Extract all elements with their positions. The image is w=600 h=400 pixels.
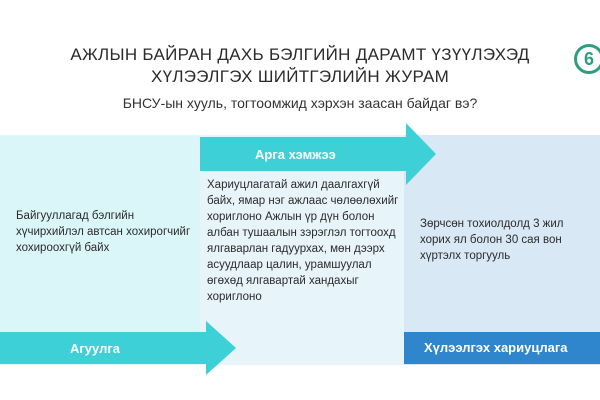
- title-line-1: АЖЛЫН БАЙРАН ДАХЬ БЭЛГИЙН ДАРАМТ ҮЗҮҮЛЭХЭД: [70, 45, 530, 64]
- measures-arrow: [200, 123, 436, 185]
- measures-text: Хариуцлагатай ажил даалгахгүй байх, ямар нэг ажлаас чөлөөлөхийг хориглоно Ажлын үр дүн болон албан тушаалын зэрэглэл тогтоохд ялгаварлан гадуурхах, мөн дээрх асуудлаар цалин, урамшуулал өгөхөд ялгавартай хандахыг хориглоно: [207, 179, 399, 303]
- page-title: [40, 44, 560, 88]
- liability-bar: [404, 332, 600, 364]
- title-line-2: ХҮЛЭЭЛГЭХ ШИЙТГЭЛИЙН ЖУРАМ: [150, 67, 450, 86]
- content-arrow: [0, 321, 236, 375]
- content-text: Байгууллагад бэлгийн хүчирхийлэл автсан хохирогчийг хохироохгүй байх: [16, 210, 191, 254]
- content-label: Агуулга: [70, 341, 120, 356]
- subtitle: БНСУ-ын хууль, тогтоомжид хэрхэн заасан байдаг вэ?: [122, 95, 478, 111]
- liability-label: Хүлээлгэх хариуцлага: [424, 340, 568, 355]
- liability-text: Зөрчсөн тохиолдолд 3 жил хорих ял болон 30 сая вон хүртэлх торгууль: [420, 218, 564, 262]
- page-number-badge: 6: [574, 44, 600, 74]
- measures-label: Арга хэмжээ: [255, 147, 336, 162]
